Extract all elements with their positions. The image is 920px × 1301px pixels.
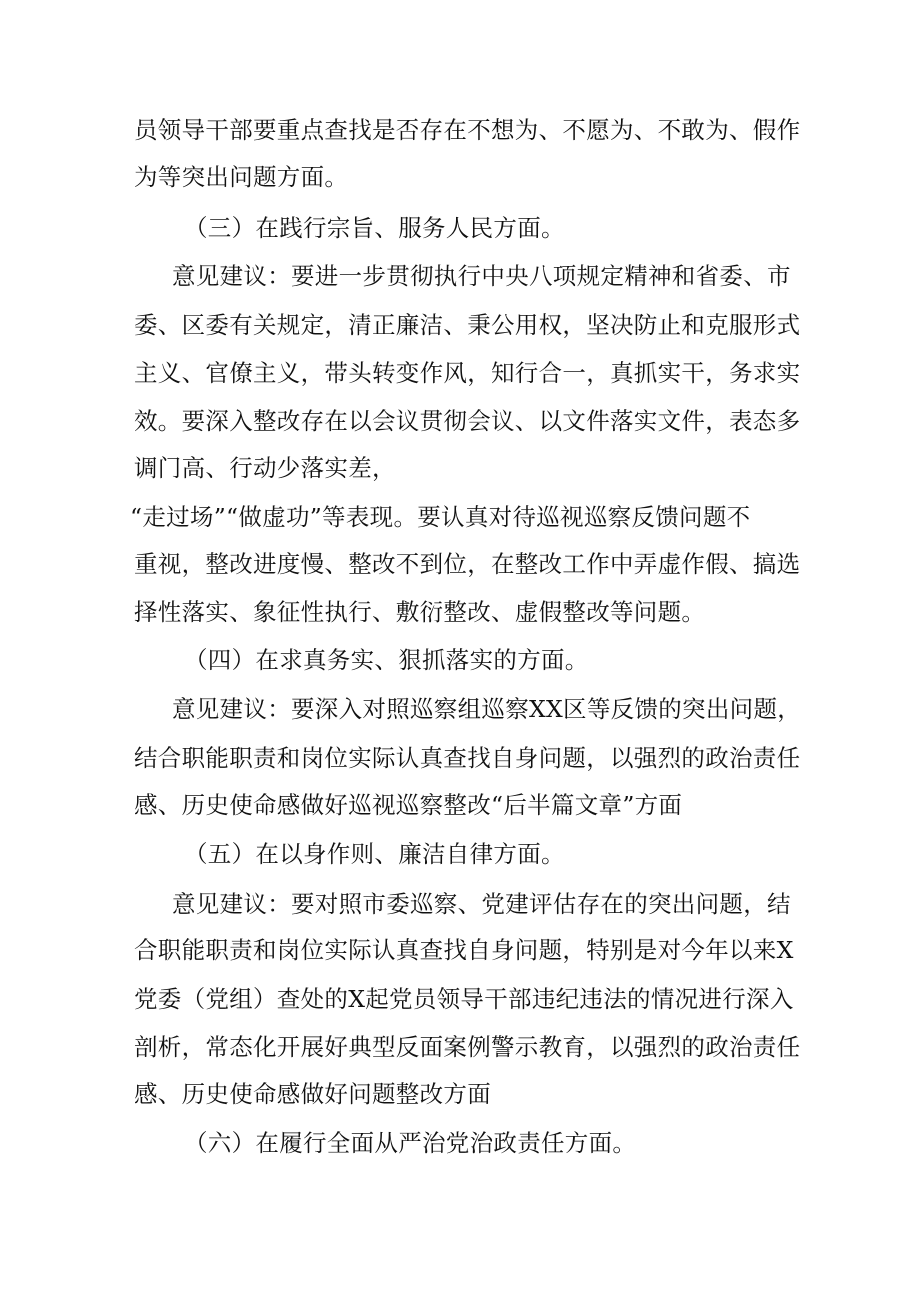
section-heading-6: （六）在履行全面从严治党治政责任方面。	[184, 1129, 637, 1157]
body-line: 感、历史使命感做好巡视巡察整改“后半篇文章”方面	[134, 791, 683, 819]
body-line: 意见建议：要进一步贯彻执行中央八项规定精神和省委、市	[172, 262, 791, 290]
body-line: 意见建议：要深入对照巡察组巡察XX区等反馈的突出问题，	[172, 695, 802, 723]
body-line: “走过场”“做虚功”等表现。要认真对待巡视巡察反馈问题不	[130, 503, 751, 531]
body-line: 结合职能职责和岗位实际认真查找自身问题，以强烈的政治责任	[134, 744, 801, 772]
body-line: 剖析，常态化开展好典型反面案例警示教育，以强烈的政治责任	[134, 1033, 801, 1061]
body-line: 合职能职责和岗位实际认真查找自身问题，特别是对今年以来X	[134, 936, 794, 964]
section-heading-3: （三）在践行宗旨、服务人民方面。	[184, 214, 565, 242]
body-line: 员领导干部要重点查找是否存在不想为、不愿为、不敢为、假作	[134, 116, 801, 144]
body-line: 效。要深入整改存在以会议贯彻会议、以文件落实文件，表态多	[134, 407, 801, 435]
section-heading-4: （四）在求真务实、狠抓落实的方面。	[184, 646, 589, 674]
body-line: 委、区委有关规定，清正廉洁、秉公用权，坚决防止和克服形式	[134, 311, 801, 339]
body-line: 党委（党组）查处的X起党员领导干部违纪违法的情况进行深入	[134, 985, 794, 1013]
body-line: 重视，整改进度慢、整改不到位，在整改工作中弄虚作假、搞选	[134, 550, 801, 578]
body-line: 为等突出问题方面。	[134, 163, 349, 191]
section-heading-5: （五）在以身作则、廉洁自律方面。	[184, 840, 565, 868]
body-line: 择性落实、象征性执行、敷衍整改、虚假整改等问题。	[134, 598, 706, 626]
body-line: 感、历史使命感做好问题整改方面	[134, 1080, 491, 1108]
body-line: 调门高、行动少落实差，	[134, 454, 396, 482]
body-line: 主义、官僚主义，带头转变作风，知行合一，真抓实干，务求实	[134, 359, 801, 387]
body-line: 意见建议：要对照市委巡察、党建评估存在的突出问题，结	[172, 890, 791, 918]
